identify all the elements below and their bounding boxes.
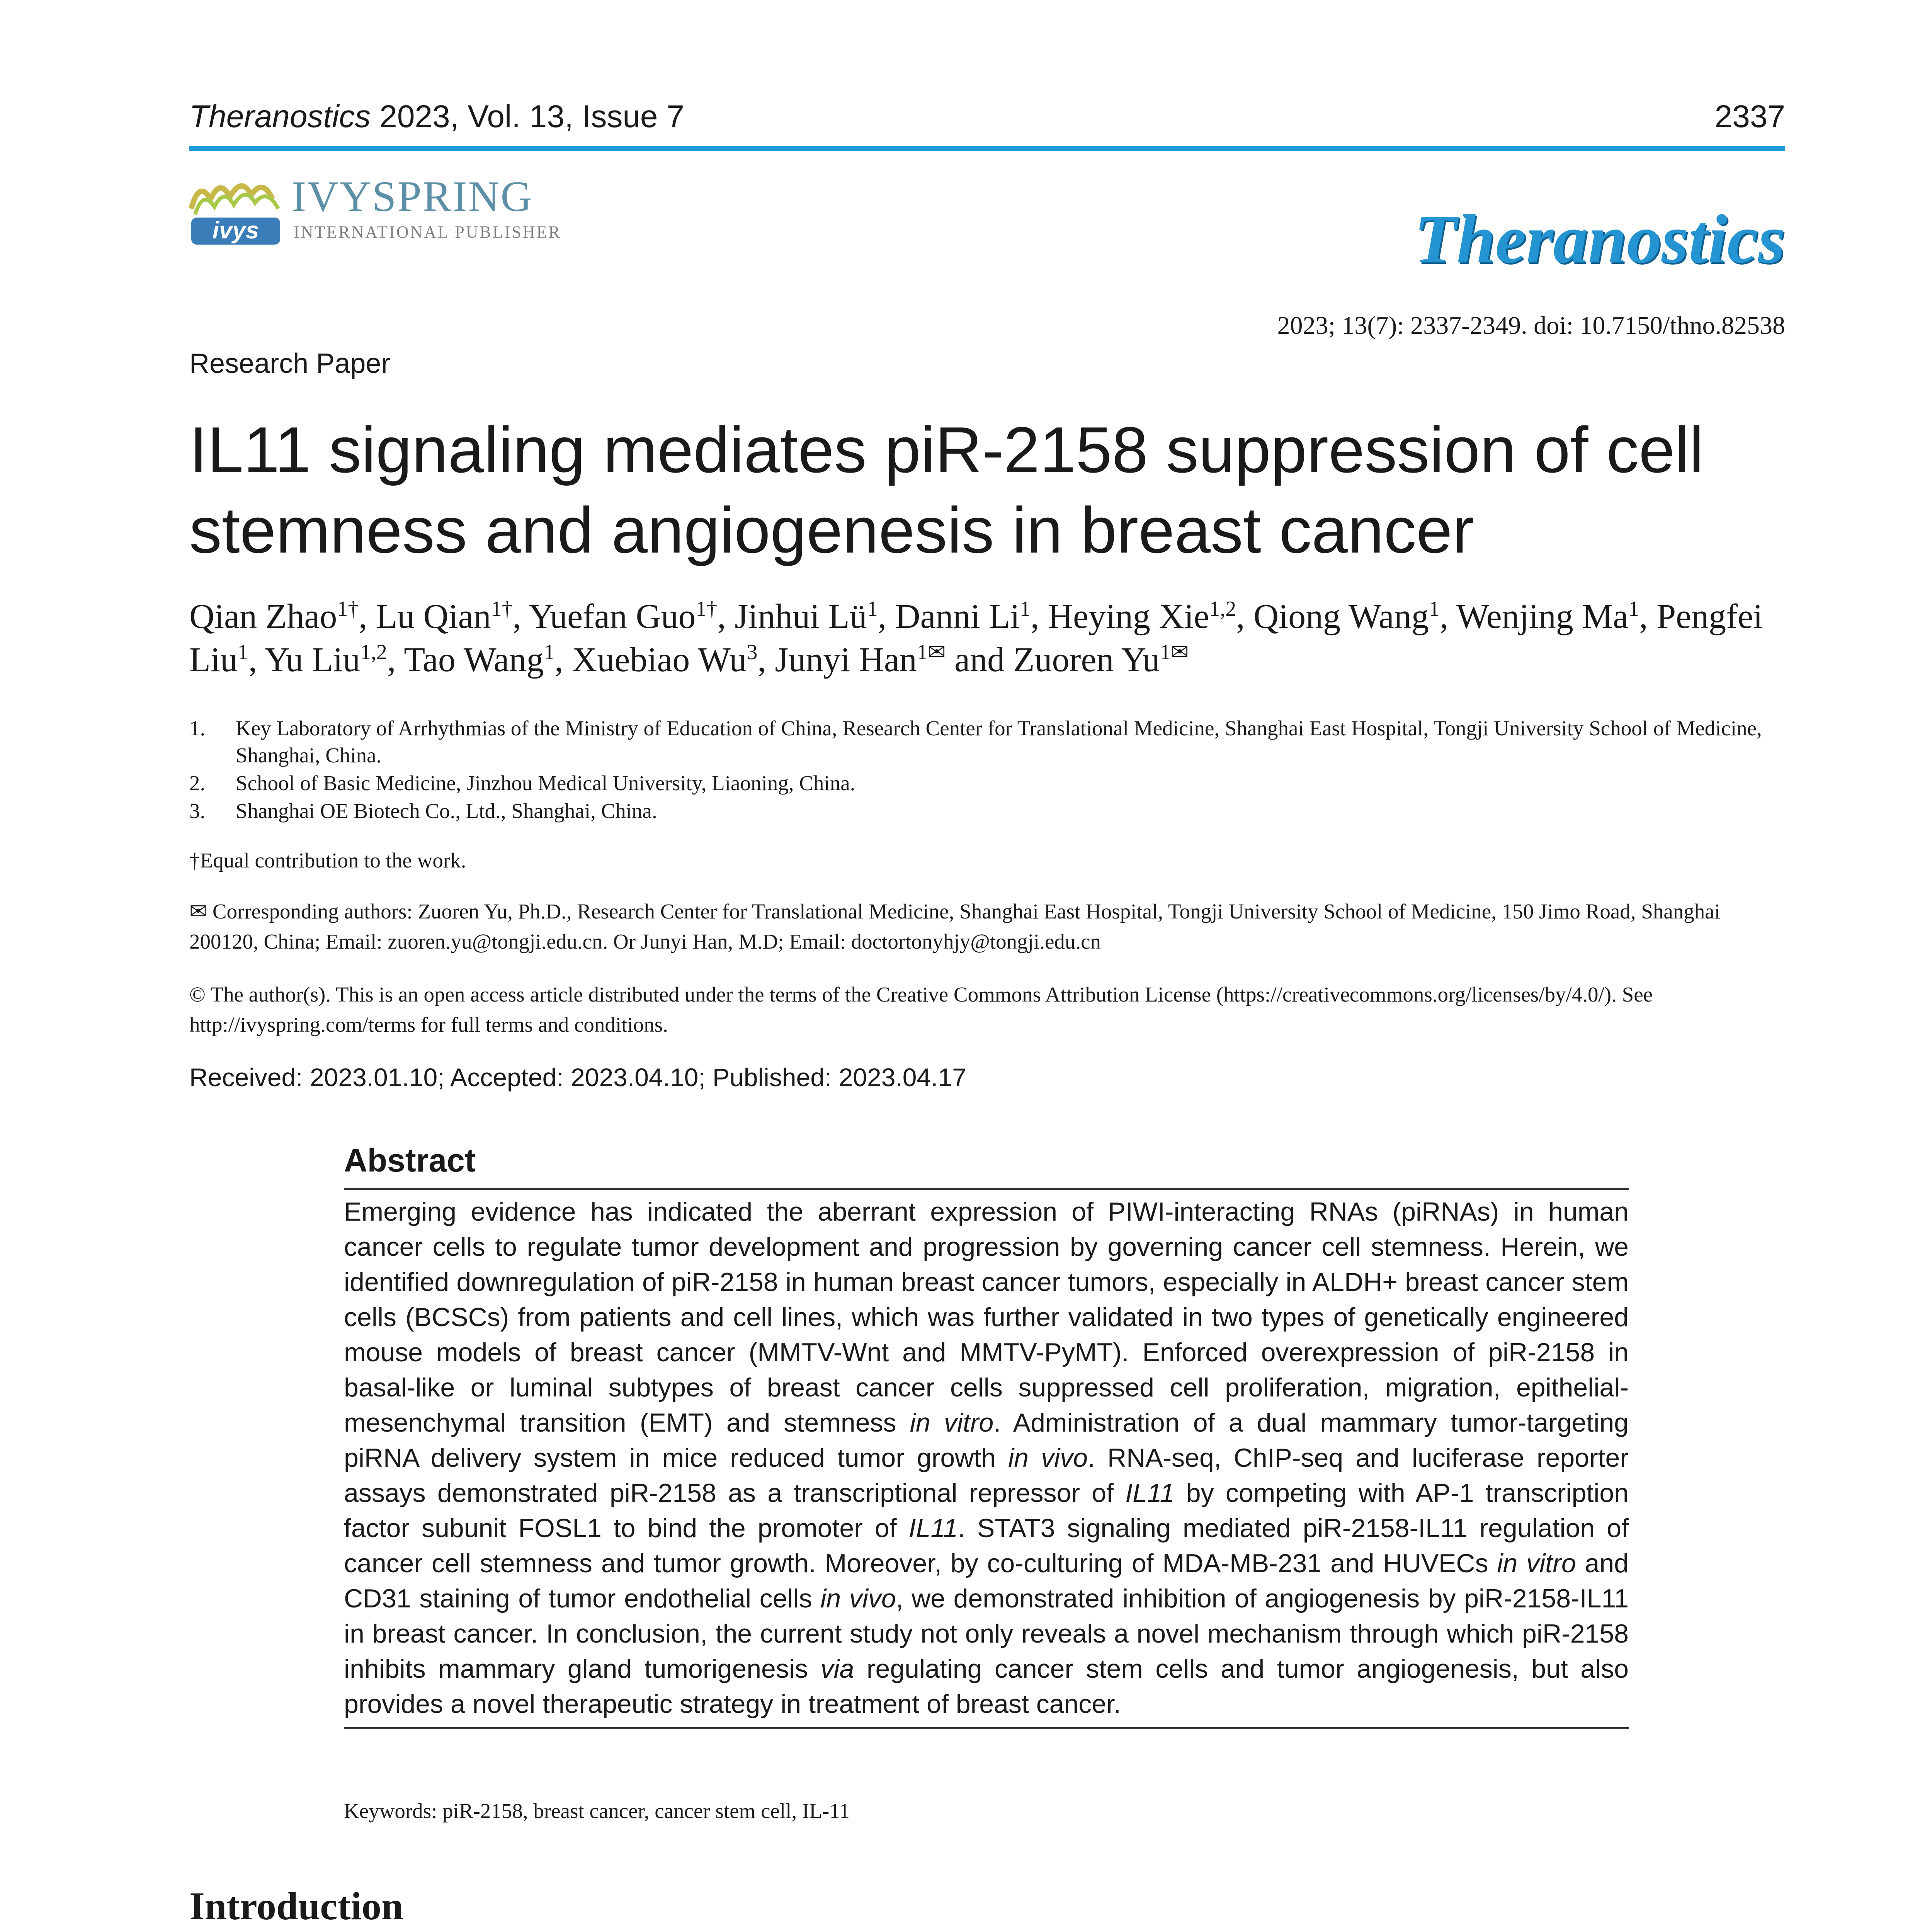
author: Qiong Wang$^1$ bbox=[1253, 597, 1440, 636]
author: Wenjing Ma$^1$ bbox=[1456, 597, 1639, 636]
license-note: © The author(s). This is an open access article distributed under the terms of the Creative Commons Attribution License (https://creativecommons.org/licenses/by/4.0/). See http://ivyspring.com/terms for full terms and conditions. bbox=[189, 983, 1653, 1036]
author: Zuoren $Yu^{1✉}$ bbox=[1013, 640, 1189, 679]
article-title bbox=[189, 410, 1785, 570]
affiliations bbox=[189, 715, 1785, 825]
abstract-rule-bottom bbox=[344, 1727, 1629, 1729]
author-affiliation-marker: 1 bbox=[867, 597, 878, 621]
author: Danni Li$^1$ bbox=[895, 597, 1031, 636]
title-line-2: stemness and angiogenesis in breast cancer bbox=[189, 494, 1474, 566]
author: Xuebiao Wu$^3$ bbox=[572, 640, 758, 679]
affiliation-item bbox=[189, 798, 1785, 825]
author-affiliation-marker: 3 bbox=[747, 640, 758, 664]
ivyspring-logo-icon bbox=[184, 172, 288, 257]
issue-info: 2023, Vol. 13, Issue 7 bbox=[379, 99, 684, 134]
journal-logo bbox=[1314, 199, 1785, 288]
affiliation-number: 1. bbox=[189, 716, 206, 740]
introduction-heading: Introduction bbox=[189, 1884, 403, 1928]
mail-icon: ✉ bbox=[927, 640, 946, 664]
keywords: Keywords: piR-2158, breast cancer, cancer stem cell, IL-11 bbox=[344, 1799, 850, 1823]
affiliation-text: School of Basic Medicine, Jinzhou Medical University, Liaoning, China. bbox=[236, 771, 855, 795]
author: Qian Zhao$^{1\dagger}$ bbox=[189, 597, 359, 636]
affiliation-text: Shanghai OE Biotech Co., Ltd., Shanghai, China. bbox=[236, 799, 657, 823]
author: Yu Liu$^{1,2}$ bbox=[264, 640, 387, 679]
author-affiliation-marker: 1† bbox=[696, 597, 718, 621]
author: Yuefan Guo$^{1\dagger}$ bbox=[529, 597, 718, 636]
author-affiliation-marker: 1,2 bbox=[360, 640, 387, 664]
author-affiliation-marker: 1 bbox=[237, 640, 248, 664]
author-affiliation-marker: 1,2 bbox=[1209, 597, 1236, 621]
abstract-text: Emerging evidence has indicated the aberrant expression of PIWI-interacting RNAs (piRNAs) in human cancer cells to regulate tumor development and progression by governing cancer cell stemness. Herein, we identified downregulation of piR-2158 in human breast cancer tumors, especially in ALDH+ breast cancer stem cells (BCSCs) from patients and cell lines, which was further validated in two types of genetically engineered mouse models of breast cancer (MMTV-Wnt and MMTV-PyMT). Enforced overexpression of piR-2158 in basal-like or luminal subtypes of breast cancer cells suppressed cell proliferation, migration, epithelial-mesenchymal transition (EMT) and stemness in vitro. Administration of a dual mammary tumor-targeting piRNA delivery system in mice reduced tumor growth in vivo. RNA-seq, ChIP-seq and luciferase reporter assays demonstrated piR-2158 as a transcriptional repressor of IL11 by competing with AP-1 transcription factor subunit FOSL1 to bind the promoter of IL11. STAT3 signaling mediated piR-2158-IL11 regulation of cancer cell stemness and tumor growth. Moreover, by co-culturing of MDA-MB-231 and HUVECs in vitro and CD31 staining of tumor endothelial cells in vivo, we demonstrated inhibition of angiogenesis by piR-2158-IL11 in breast cancer. In conclusion, the current study not only reveals a novel mechanism through which piR-2158 inhibits mammary gland tumorigenesis via regulating cancer stem cells and tumor angiogenesis, but also provides a novel therapeutic strategy in treatment of breast cancer. bbox=[344, 1197, 1629, 1719]
author-affiliation-marker: 1 bbox=[1429, 597, 1440, 621]
publisher-name: IVYSPRING bbox=[292, 173, 533, 221]
journal-issue bbox=[189, 99, 684, 135]
author: Jinhui $Lü^1$ bbox=[735, 597, 878, 636]
author-affiliation-marker: 1 bbox=[1160, 640, 1171, 664]
equal-contribution-note: †Equal contribution to the work. bbox=[189, 849, 466, 872]
logo-mark-text: ivys bbox=[212, 217, 259, 244]
page-number: 2337 bbox=[1714, 99, 1785, 134]
author: Tao Wang$^1$ bbox=[404, 640, 555, 679]
journal-name-italic: Theranostics bbox=[189, 99, 371, 134]
citation: 2023; 13(7): 2337-2349. doi: 10.7150/thno.82538 bbox=[1277, 311, 1785, 340]
affiliation-item bbox=[189, 715, 1785, 769]
affiliation-number: 2. bbox=[189, 771, 206, 795]
title-line-1: IL11 signaling mediates piR-2158 suppression of cell bbox=[189, 413, 1704, 486]
affiliation-number: 3. bbox=[189, 799, 206, 823]
author-affiliation-marker: 1† bbox=[491, 597, 513, 621]
abstract-heading: Abstract bbox=[344, 1142, 476, 1179]
publisher-logo bbox=[184, 172, 570, 261]
author: Junyi Han$^{1✉}$ bbox=[775, 640, 946, 679]
author: Heying Xie$^{1,2}$ bbox=[1048, 597, 1236, 636]
article-type: Research Paper bbox=[189, 348, 391, 379]
publisher-subtitle: INTERNATIONAL PUBLISHER bbox=[294, 223, 561, 242]
affiliation-text: Key Laboratory of Arrhythmias of the Ministry of Education of China, Research Center for Translational Medicine, Shanghai East Hospital, Tongji University School of Medicine, Shanghai, China. bbox=[236, 716, 1762, 767]
author-affiliation-marker: 1 bbox=[917, 640, 928, 664]
abstract-box bbox=[344, 1142, 1629, 1729]
affiliation-item bbox=[189, 770, 1785, 797]
author-list: Qian Zhao$^{1\dagger}$, Lu Qian$^{1\dagger}$, Yuefan Guo$^{1\dagger}$, Jinhui $Lü^1$, Danni Li$^1$, Heying Xie$^{1,2}$, Qiong Wang$^1$, Wenjing Ma$^1$, Pengfei Liu$^1$, Yu Liu$^{1,2}$, Tao Wang$^1$, Xuebiao Wu$^3$, Junyi Han$^{1✉}$ and Zuoren $Yu^{1✉}$ bbox=[189, 597, 1763, 679]
mail-icon: ✉ bbox=[1170, 640, 1189, 664]
author-affiliation-marker: 1 bbox=[1020, 597, 1031, 621]
author-affiliation-marker: 1 bbox=[544, 640, 555, 664]
journal-logo-text: Theranostics bbox=[1414, 201, 1785, 277]
header-rule bbox=[189, 146, 1785, 151]
author: Lu Qian$^{1\dagger}$ bbox=[376, 597, 513, 636]
corresponding-authors: ✉ Corresponding authors: Zuoren Yu, Ph.D., Research Center for Translational Medicine, Shanghai East Hospital, Tongji University School of Medicine, 150 Jimo Road, Shanghai 200120, China; Email: zuoren.yu@tongji.edu.cn. Or Junyi Han, M.D; Email: doctortonyhjy@tongji.edu.cn bbox=[189, 900, 1720, 953]
author-affiliation-marker: 1† bbox=[337, 597, 359, 621]
author-affiliation-marker: 1 bbox=[1628, 597, 1639, 621]
running-header bbox=[189, 99, 1785, 141]
publication-dates: Received: 2023.01.10; Accepted: 2023.04.10; Published: 2023.04.17 bbox=[189, 1063, 966, 1092]
abstract-rule-top bbox=[344, 1188, 1629, 1190]
author: Pengfei Liu$^1$ bbox=[189, 597, 1763, 679]
